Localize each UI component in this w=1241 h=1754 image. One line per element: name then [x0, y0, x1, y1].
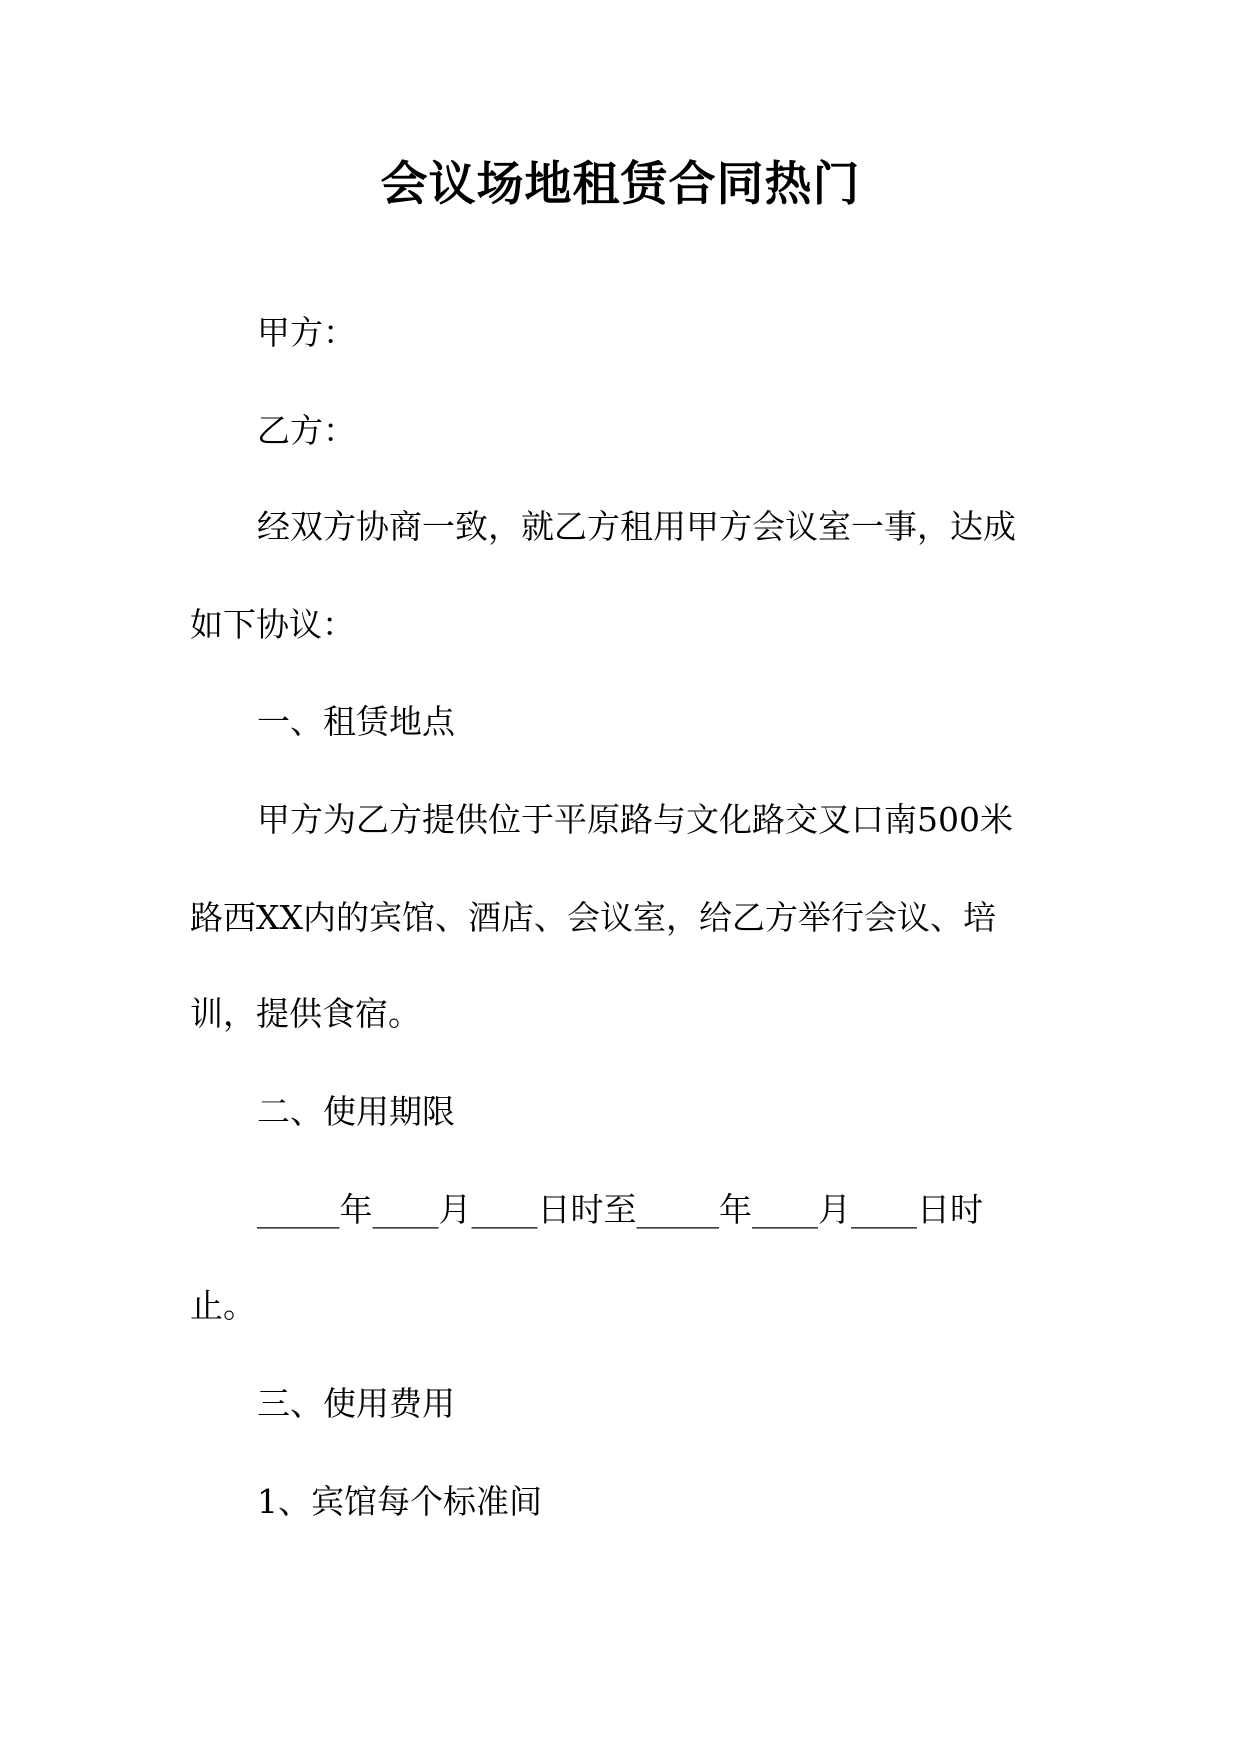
document-title: 会议场地租赁合同热门 [380, 157, 861, 212]
section-heading-location: 一、租赁地点 [257, 702, 455, 741]
preamble-line-1: 经双方协商一致，就乙方租用甲方会议室一事，达成 [257, 507, 1016, 546]
party-b-line: 乙方： [257, 411, 356, 450]
fees-item-1: 1、宾馆每个标准间 [257, 1482, 542, 1521]
term-line-1: _____年____月____日时至_____年____月____日时 [257, 1190, 983, 1229]
location-line-3: 训，提供食宿。 [190, 994, 421, 1033]
section-heading-fees: 三、使用费用 [257, 1384, 455, 1423]
section-heading-term: 二、使用期限 [257, 1092, 455, 1131]
location-line-1: 甲方为乙方提供位于平原路与文化路交叉口南500米 [257, 800, 1013, 839]
party-a-line: 甲方： [257, 313, 356, 352]
preamble-line-2: 如下协议： [190, 605, 355, 644]
term-line-2: 止。 [190, 1286, 256, 1325]
location-line-2: 路西XX内的宾馆、酒店、会议室，给乙方举行会议、培 [190, 898, 996, 937]
